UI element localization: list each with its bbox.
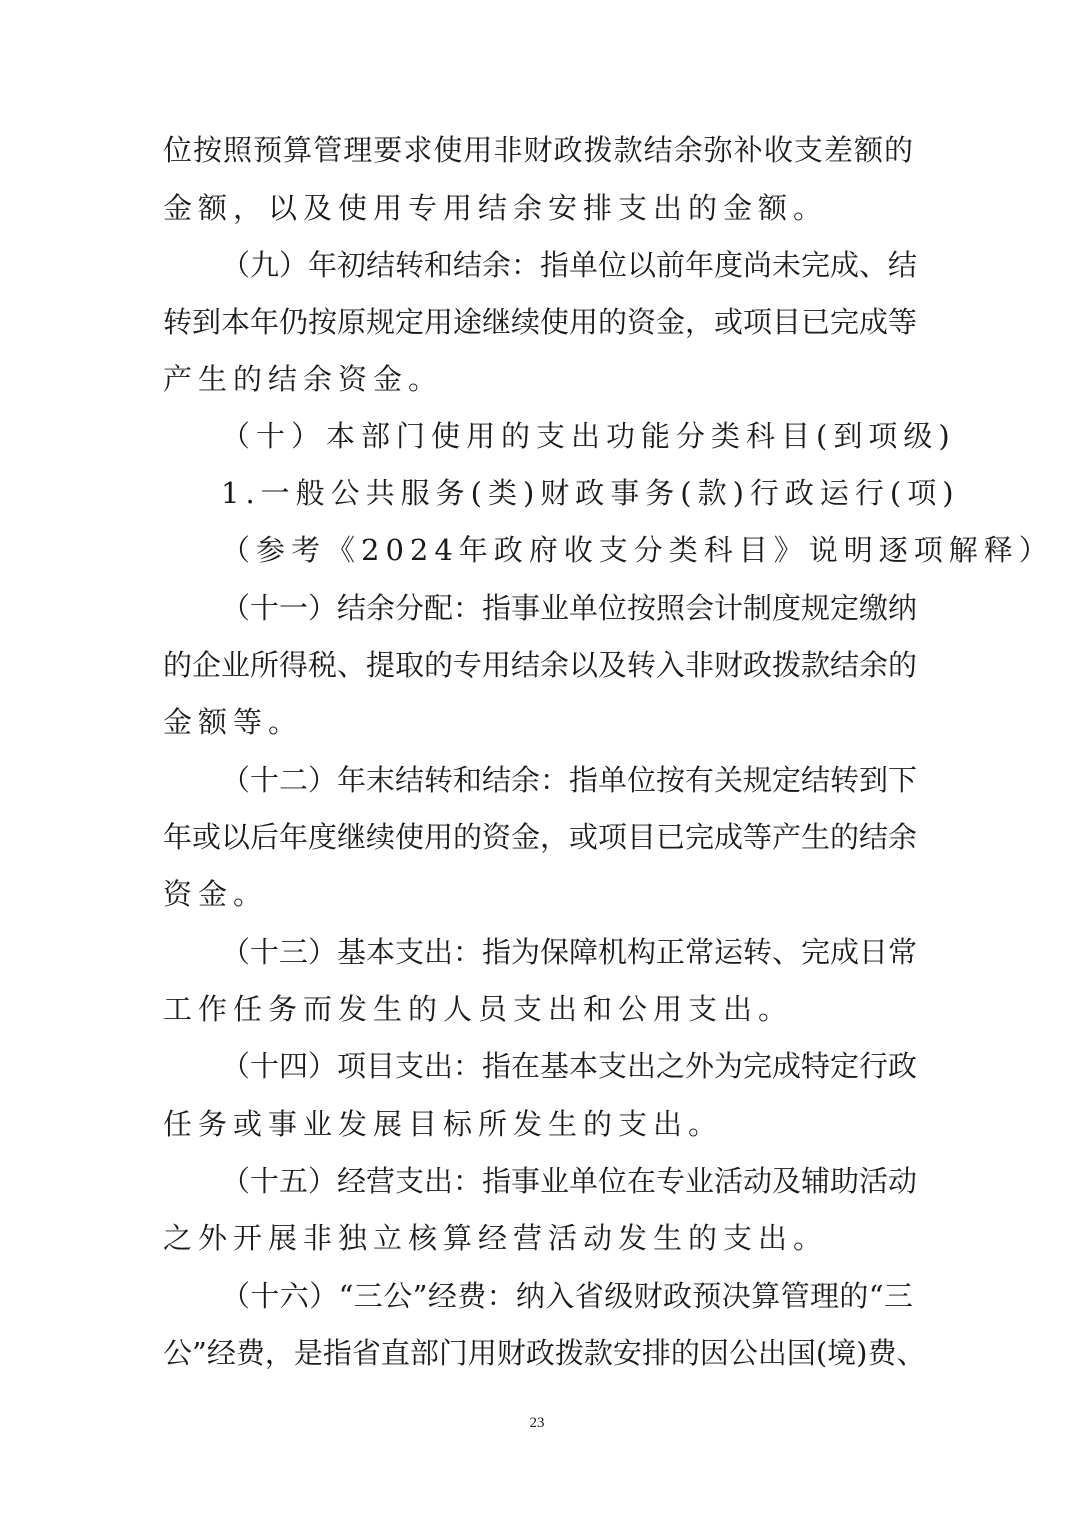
text-line: （十四）项目支出：指在基本支出之外为完成特定行政 <box>221 1049 918 1083</box>
text-line: 位按照预算管理要求使用非财政拨款结余弥补收支差额的 <box>163 133 913 167</box>
text-line: 之外开展非独立核算经营活动发生的支出。 <box>163 1221 829 1255</box>
text-line: （十一）结余分配：指事业单位按照会计制度规定缴纳 <box>221 591 918 625</box>
text-line: 年或以后年度继续使用的资金，或项目已完成等产生的结余 <box>163 820 918 854</box>
text-line: （九）年初结转和结余：指单位以前年度尚未完成、结 <box>221 248 918 282</box>
page-number: 23 <box>529 1415 545 1431</box>
text-line: （十）本部门使用的支出功能分类科目(到项级) <box>221 419 956 453</box>
text-line: 资金。 <box>163 877 269 911</box>
text-line: （十五）经营支出：指事业单位在专业活动及辅助活动 <box>221 1164 918 1198</box>
text-line: 工作任务而发生的人员支出和公用支出。 <box>163 992 794 1026</box>
text-line: （十二）年末结转和结余：指单位按有关规定结转到下 <box>221 763 918 797</box>
text-line: 金额，以及使用专用结余安排支出的金额。 <box>163 191 829 225</box>
text-line: （十六）“三公”经费：纳入省级财政预决算管理的“三 <box>221 1279 913 1313</box>
text-line: 金额等。 <box>163 705 304 739</box>
text-line: 任务或事业发展目标所发生的支出。 <box>163 1107 724 1141</box>
text-line: （参考《2024年政府收支分类科目》说明逐项解释） <box>221 533 1054 567</box>
text-line: （十三）基本支出：指为保障机构正常运转、完成日常 <box>221 935 918 969</box>
text-line: 转到本年仍按原规定用途继续使用的资金，或项目已完成等 <box>163 305 918 339</box>
text-line: 产生的结余资金。 <box>163 362 444 396</box>
text-line: 1.一般公共服务(类)财政事务(款)行政运行(项) <box>221 476 960 510</box>
text-line: 的企业所得税、提取的专用结余以及转入非财政拨款结余的 <box>163 648 918 682</box>
text-line: 公”经费，是指省直部门用财政拨款安排的因公出国(境)费、 <box>163 1336 926 1370</box>
